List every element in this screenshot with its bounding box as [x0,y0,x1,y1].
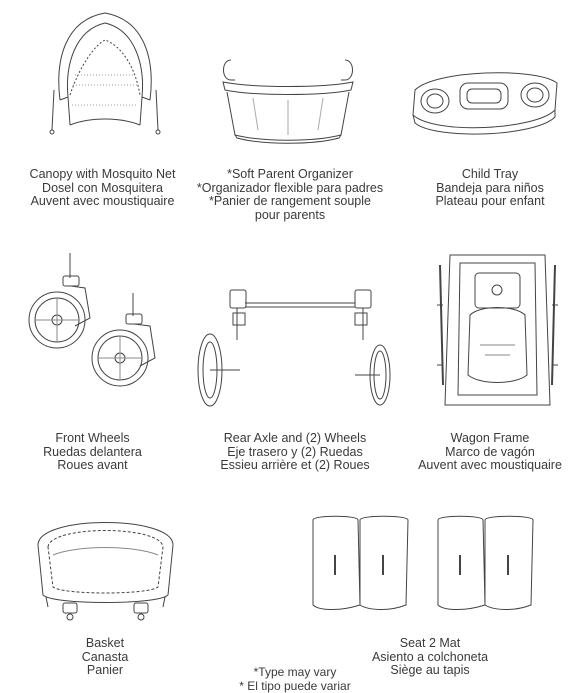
organizer-caption-line-es: *Organizador flexible para padres [196,180,384,195]
wagon-frame-caption-line-en: Wagon Frame [450,431,530,445]
organizer-caption-line-fr: *Panier de rangement souple [209,194,371,208]
rear-axle-caption-line-fr: Essieu arrière et (2) Roues [220,458,370,472]
basket-caption-line-es: Canasta [81,649,129,664]
front-wheels-caption-line-fr: Roues avant [57,458,128,472]
tray-caption-line-en: Child Tray [461,167,519,181]
canopy-caption-line-es: Dosel con Mosquitera [42,180,163,195]
tray-caption-line-fr: Plateau pour enfant [435,194,545,208]
seat-mat-illustration [308,510,563,620]
organizer-caption-line-en: *Soft Parent Organizer [227,167,353,181]
canopy-caption-line-en: Canopy with Mosquito Net [29,167,176,181]
organizer-caption [190,168,390,222]
front-wheels-caption [5,432,180,473]
tray-caption [400,168,580,209]
wagon-frame-caption-line-fr: Auvent avec moustiquaire [418,458,562,472]
canopy-illustration [40,5,170,140]
footnote-line-2: * El tipo puede variar [239,679,351,693]
basket-caption [35,637,175,678]
tray-caption-line-es: Bandeja para niños [436,180,544,195]
front-wheels-caption-line-en: Front Wheels [55,431,130,445]
canopy-caption [5,168,200,209]
rear-axle-caption-line-es: Eje trasero y (2) Ruedas [227,444,363,459]
footnote-line-1: *Type may vary [253,665,337,679]
wagon-frame-caption [400,432,580,473]
front-wheels-illustration [15,248,175,393]
footnote [190,665,400,693]
seat-mat-caption-line-fr: Siège au tapis [390,663,470,677]
basket-caption-line-en: Basket [85,636,125,650]
front-wheels-caption-line-es: Ruedas delantera [43,444,142,459]
canopy-caption-line-fr: Auvent avec moustiquaire [30,194,175,208]
organizer-illustration [213,50,363,145]
basket-illustration [28,505,183,630]
rear-axle-caption-line-en: Rear Axle and (2) Wheels [223,431,367,445]
seat-mat-caption-line-es: Asiento a colchoneta [371,649,489,664]
organizer-caption-line-fr-2: pour parents [254,207,326,222]
wagon-frame-illustration [435,245,560,415]
basket-caption-line-fr: Panier [86,663,124,677]
seat-mat-caption-line-en: Seat 2 Mat [399,636,461,650]
rear-axle-caption [195,432,395,473]
tray-illustration [405,65,565,140]
rear-axle-illustration [195,285,405,415]
wagon-frame-caption-line-es: Marco de vagón [445,444,535,459]
